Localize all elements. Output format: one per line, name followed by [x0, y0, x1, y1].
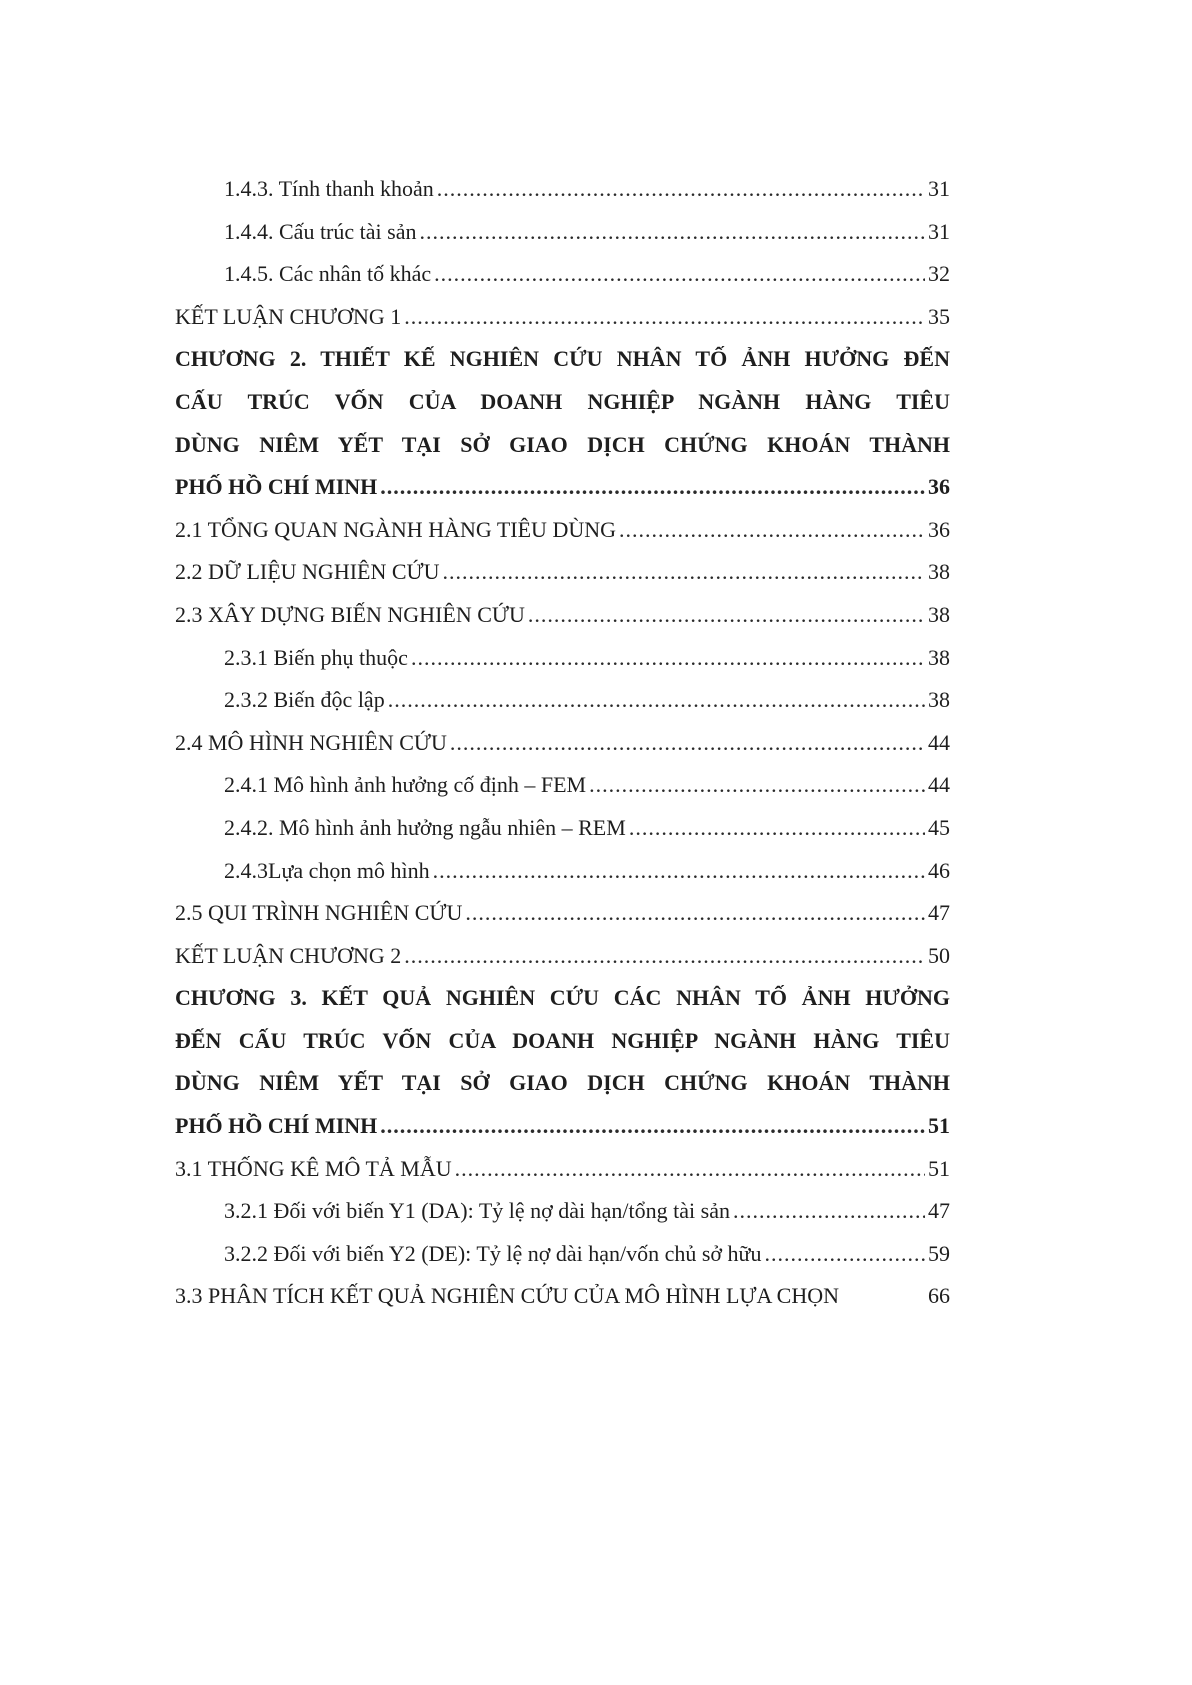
chapter-title-line: PHỐ HỒ CHÍ MINH	[175, 474, 378, 500]
toc-entry-label: 1.4.3. Tính thanh khoản	[224, 176, 434, 201]
toc-entry-2-4-2[interactable]	[175, 807, 950, 850]
toc-entry-label: 3.2.2 Đối với biến Y2 (DE): Tỷ lệ nợ dài hạn/vốn chủ sở hữu	[224, 1240, 762, 1266]
toc-entry-2-4-1[interactable]	[175, 764, 950, 807]
toc-entry-ket-luan-chuong-1[interactable]	[175, 296, 950, 339]
toc-page-number: 46	[928, 857, 950, 883]
toc-page-number: 51	[928, 1113, 950, 1139]
toc-entry-2-3[interactable]	[175, 594, 950, 637]
toc-chapter-3-heading[interactable]	[175, 977, 950, 1147]
dot-leader	[764, 1233, 925, 1276]
toc-entry-label: 2.3.2 Biến độc lập	[224, 687, 385, 713]
toc-page-number: 36	[928, 474, 950, 500]
toc-entry-3-2-1[interactable]	[175, 1190, 950, 1233]
toc-page-number: 35	[928, 303, 950, 329]
chapter-title-line: DÙNG NIÊM YẾT TẠI SỞ GIAO DỊCH CHỨNG KHOÁN THÀNH	[175, 431, 950, 457]
toc-entry-label: 2.5 QUI TRÌNH NGHIÊN CỨU	[175, 900, 463, 926]
chapter-title-line: CẤU TRÚC VỐN CỦA DOANH NGHIỆP NGÀNH HÀNG TIÊU	[175, 388, 950, 414]
toc-page-number: 51	[928, 1155, 950, 1181]
toc-entry-label: 2.4 MÔ HÌNH NGHIÊN CỨU	[175, 729, 447, 755]
dot-leader	[404, 296, 925, 339]
toc-entry-label: 2.3 XÂY DỰNG BIẾN NGHIÊN CỨU	[175, 601, 525, 627]
toc-page-number: 47	[928, 900, 950, 926]
dot-leader	[380, 1105, 925, 1148]
toc-entry-label: 2.2 DỮ LIỆU NGHIÊN CỨU	[175, 559, 440, 585]
toc-entry-label: 1.4.4. Cấu trúc tài sản	[224, 218, 417, 244]
toc-entry-label: KẾT LUẬN CHƯƠNG 2	[175, 942, 402, 968]
toc-entry-1-4-3[interactable]	[175, 168, 950, 211]
chapter-title-last-line	[175, 1105, 950, 1148]
toc-entry-label: 3.2.1 Đối với biến Y1 (DA): Tỷ lệ nợ dài hạn/tổng tài sản	[224, 1198, 730, 1224]
dot-leader	[450, 722, 925, 765]
chapter-title-line: CHƯƠNG 2. THIẾT KẾ NGHIÊN CỨU NHÂN TỐ ẢNH HƯỞNG ĐẾN	[175, 346, 950, 372]
toc-entry-2-5[interactable]	[175, 892, 950, 935]
toc-page-number: 31	[928, 176, 950, 201]
toc-entry-label: 2.1 TỔNG QUAN NGÀNH HÀNG TIÊU DÙNG	[175, 516, 616, 542]
toc-page-number: 59	[928, 1240, 950, 1266]
toc-page-number: 45	[928, 814, 950, 840]
toc-entry-2-2[interactable]	[175, 551, 950, 594]
toc-entry-label: 2.4.2. Mô hình ảnh hưởng ngẫu nhiên – REM	[224, 814, 626, 840]
toc-entry-label: 2.4.1 Mô hình ảnh hưởng cố định – FEM	[224, 772, 587, 798]
toc-page-number: 50	[928, 942, 950, 968]
toc-entry-label: KẾT LUẬN CHƯƠNG 1	[175, 303, 402, 329]
toc-entry-label: 3.1 THỐNG KÊ MÔ TẢ MẪU	[175, 1155, 452, 1181]
toc-chapter-2-heading[interactable]	[175, 338, 950, 508]
toc-page-number: 38	[928, 601, 950, 627]
toc-entry-3-1[interactable]	[175, 1148, 950, 1191]
dot-leader	[404, 935, 925, 978]
toc-page-number: 32	[928, 261, 950, 287]
toc-entry-1-4-5[interactable]	[175, 253, 950, 296]
dot-leader	[434, 253, 925, 296]
toc-entry-ket-luan-chuong-2[interactable]	[175, 935, 950, 978]
chapter-title-last-line	[175, 466, 950, 509]
dot-leader	[455, 1148, 925, 1191]
toc-page-number: 38	[928, 559, 950, 585]
dot-leader	[380, 466, 925, 509]
toc-entry-label: 3.3 PHÂN TÍCH KẾT QUẢ NGHIÊN CỨU CỦA MÔ HÌNH LỰA CHỌN	[175, 1283, 839, 1309]
chapter-title-line: PHỐ HỒ CHÍ MINH	[175, 1113, 378, 1139]
toc-page-number: 44	[928, 729, 950, 755]
toc-entry-label: 2.4.3Lựa chọn mô hình	[224, 857, 430, 883]
toc-entry-label: 2.3.1 Biến phụ thuộc	[224, 644, 408, 670]
dot-leader	[443, 551, 926, 594]
dot-leader	[465, 892, 925, 935]
dot-leader	[589, 764, 925, 807]
toc-page-number: 38	[928, 687, 950, 713]
toc-entry-label: 1.4.5. Các nhân tố khác	[224, 261, 432, 287]
dot-leader	[388, 679, 925, 722]
dot-leader	[528, 594, 925, 637]
dot-leader	[437, 168, 925, 211]
toc-page-number: 66	[928, 1283, 950, 1309]
toc-page-number: 31	[928, 218, 950, 244]
toc-page-number: 44	[928, 772, 950, 798]
dot-leader	[433, 850, 925, 893]
dot-leader	[629, 807, 925, 850]
toc-entry-2-4-3[interactable]	[175, 850, 950, 893]
dot-leader	[411, 637, 925, 680]
toc-entry-2-4[interactable]	[175, 722, 950, 765]
toc-entry-3-3[interactable]	[175, 1275, 950, 1318]
table-of-contents	[175, 168, 950, 1318]
chapter-title-line: DÙNG NIÊM YẾT TẠI SỞ GIAO DỊCH CHỨNG KHOÁN THÀNH	[175, 1070, 950, 1096]
dot-leader	[419, 211, 925, 254]
toc-entry-2-3-1[interactable]	[175, 637, 950, 680]
toc-entry-3-2-2[interactable]	[175, 1233, 950, 1276]
chapter-title-line: ĐẾN CẤU TRÚC VỐN CỦA DOANH NGHIỆP NGÀNH HÀNG TIÊU	[175, 1027, 950, 1053]
toc-entry-2-1[interactable]	[175, 509, 950, 552]
toc-page-number: 38	[928, 644, 950, 670]
dot-leader	[619, 509, 925, 552]
toc-entry-1-4-4[interactable]	[175, 211, 950, 254]
toc-page-number: 36	[928, 516, 950, 542]
chapter-title-line: CHƯƠNG 3. KẾT QUẢ NGHIÊN CỨU CÁC NHÂN TỐ ẢNH HƯỞNG	[175, 985, 950, 1011]
toc-entry-2-3-2[interactable]	[175, 679, 950, 722]
toc-page-number: 47	[928, 1198, 950, 1224]
dot-leader	[733, 1190, 925, 1233]
